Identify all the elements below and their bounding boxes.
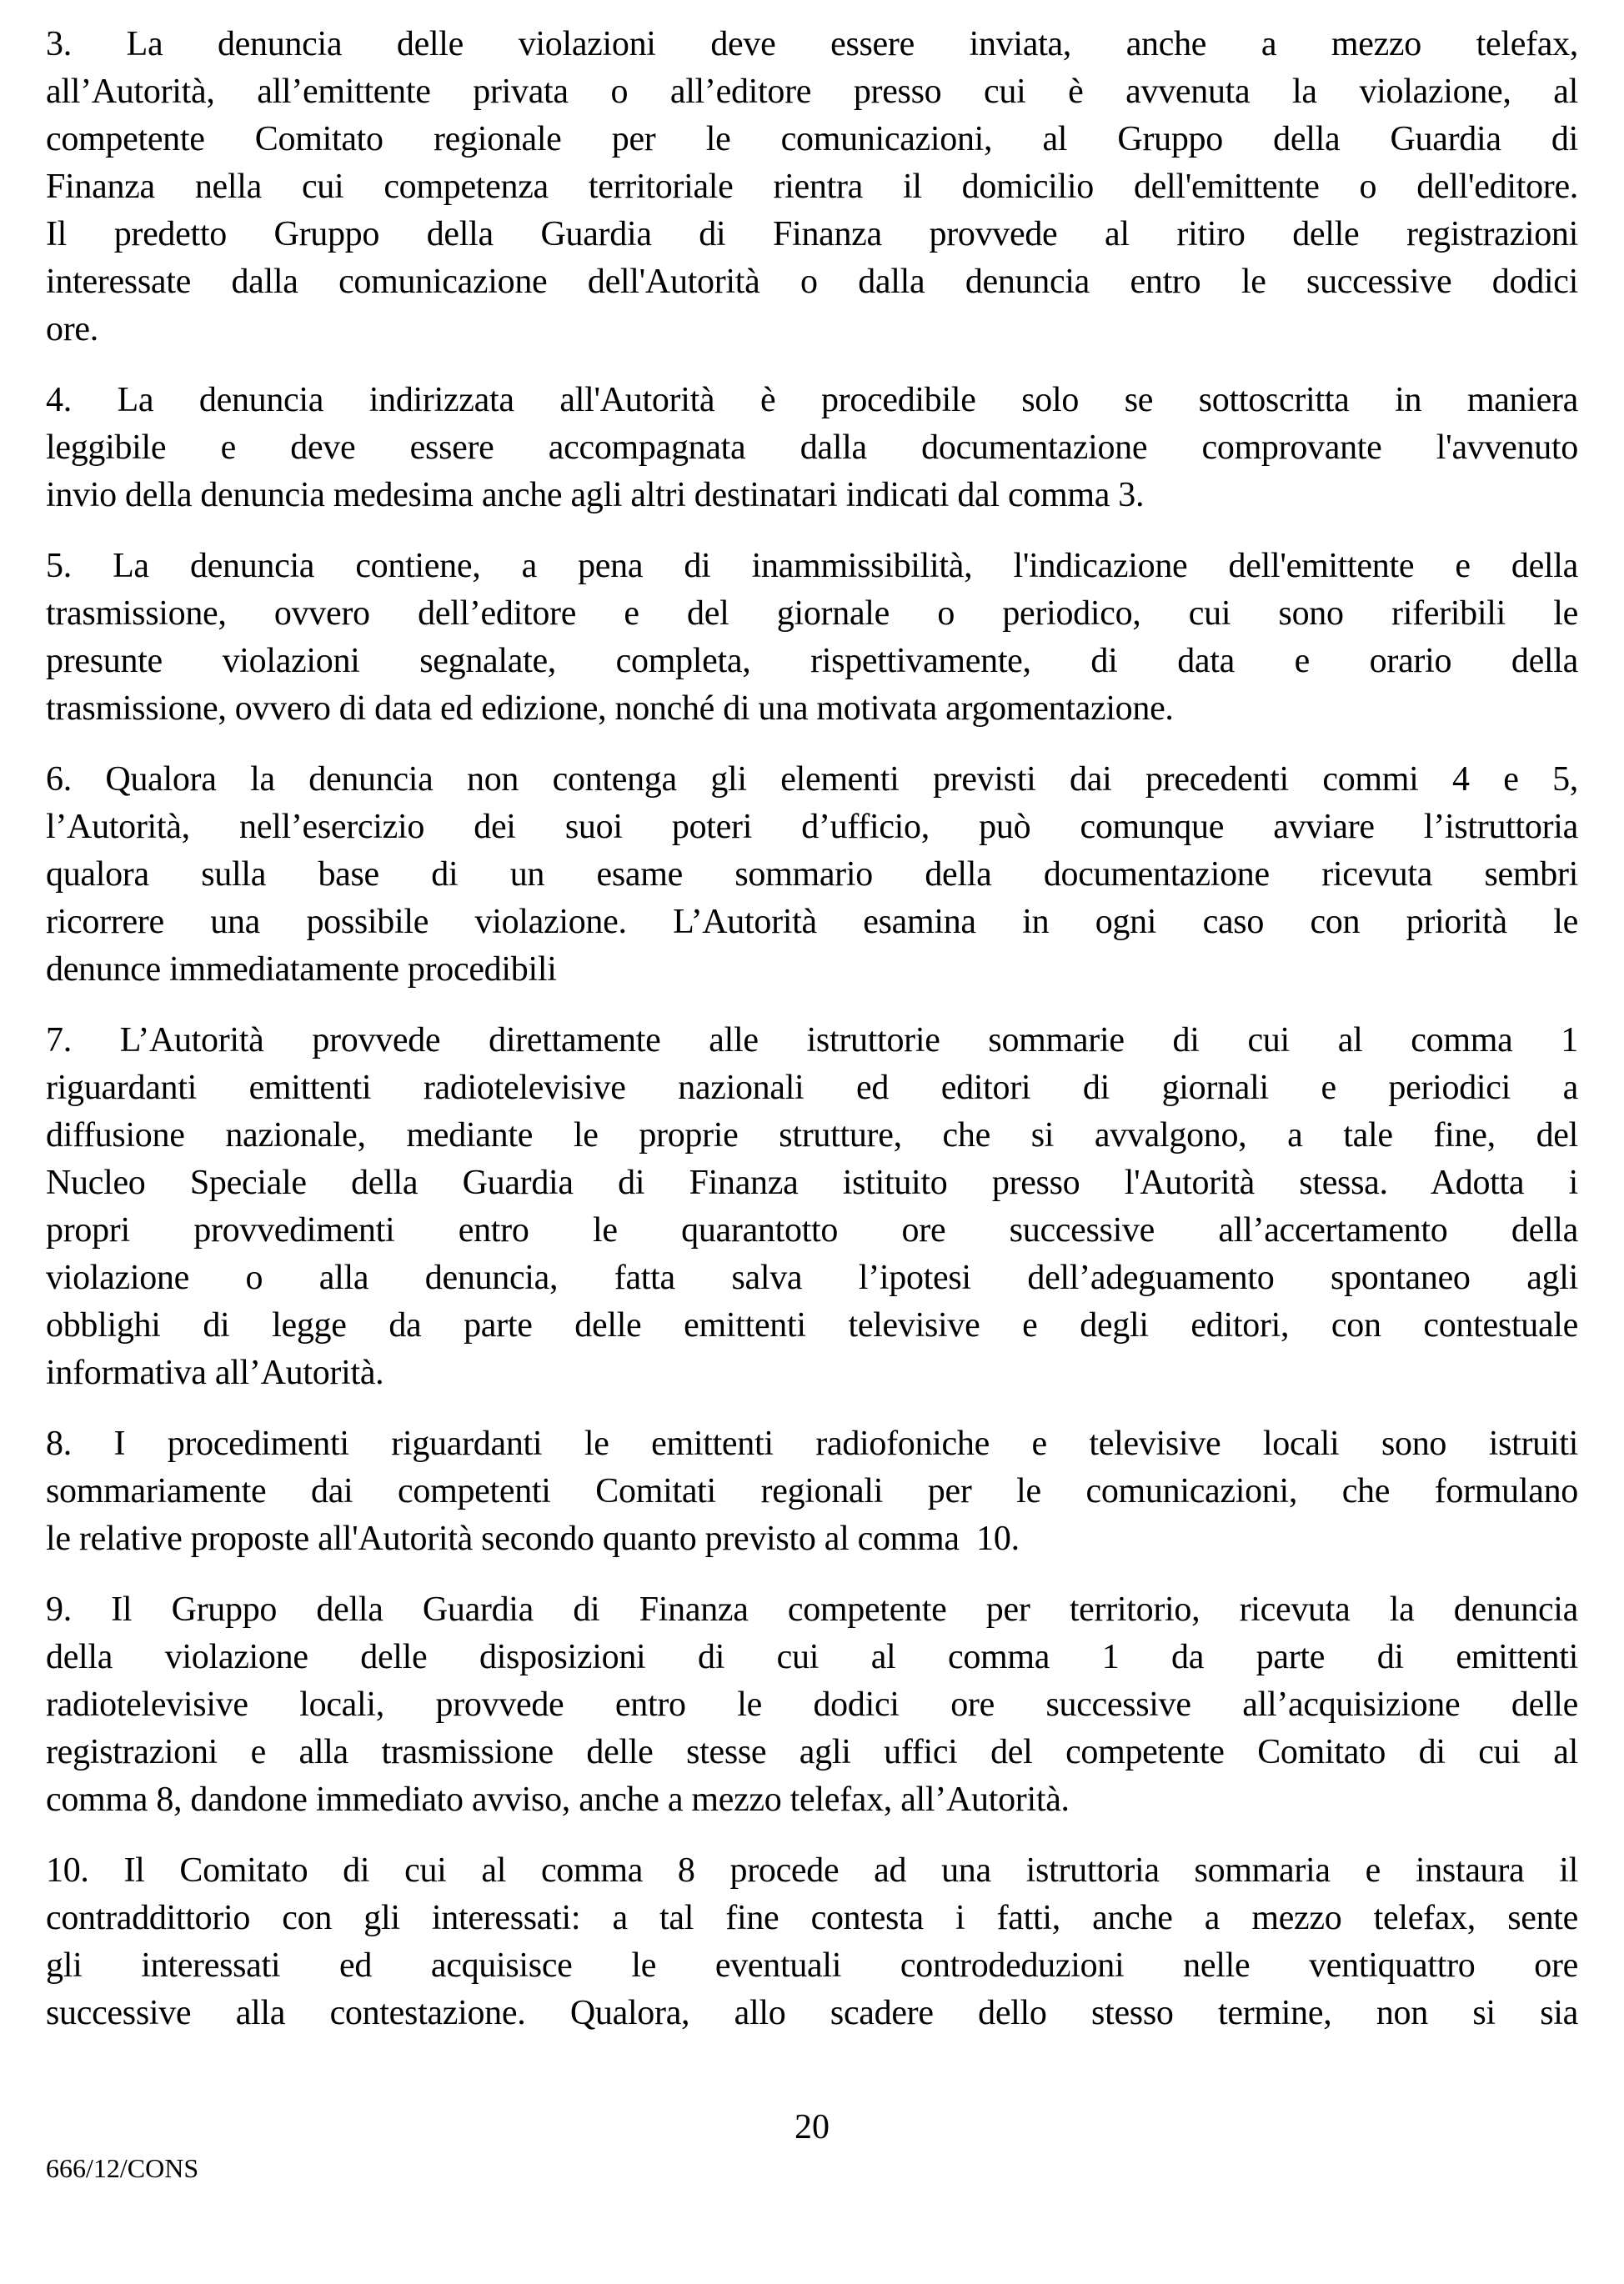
text-line: presunte violazioni segnalate, completa, rispettivamente, di data e orario della bbox=[46, 642, 1578, 680]
text-line: sommariamente dai competenti Comitati regionali per le comunicazioni, che formulano bbox=[46, 1472, 1578, 1510]
text-line: obblighi di legge da parte delle emittenti televisive e degli editori, con contestuale bbox=[46, 1306, 1578, 1345]
text-line: informativa all’Autorità. bbox=[46, 1354, 384, 1392]
paragraph-comma-3 bbox=[46, 21, 1578, 353]
text-line: trasmissione, ovvero dell’editore e del giornale o periodico, cui sono riferibili le bbox=[46, 594, 1578, 633]
text-line: gli interessati ed acquisisce le eventuali controdeduzioni nelle ventiquattro ore bbox=[46, 1946, 1578, 1985]
page-number: 20 bbox=[794, 2108, 830, 2146]
text-line: diffusione nazionale, mediante le proprie strutture, che si avvalgono, a tale fine, del bbox=[46, 1116, 1578, 1155]
text-line: successive alla contestazione. Qualora, allo scadere dello stesso termine, non si sia bbox=[46, 1994, 1578, 2032]
text-line: registrazioni e alla trasmissione delle stesse agli uffici del competente Comitato di cui al bbox=[46, 1733, 1578, 1771]
text-line: trasmissione, ovvero di data ed edizione, nonché di una motivata argomentazione. bbox=[46, 689, 1174, 728]
text-line: contraddittorio con gli interessati: a tal fine contesta i fatti, anche a mezzo telefax, sente bbox=[46, 1899, 1578, 1937]
text-line: 5. La denuncia contiene, a pena di inammissibilità, l'indicazione dell'emittente e della bbox=[46, 547, 1578, 585]
text-line: invio della denuncia medesima anche agli altri destinatari indicati dal comma 3. bbox=[46, 476, 1145, 514]
text-line: all’Autorità, all’emittente privata o all’editore presso cui è avvenuta la violazione, al bbox=[46, 73, 1578, 111]
paragraph-comma-10 bbox=[46, 1847, 1578, 2037]
text-line: 8. I procedimenti riguardanti le emittenti radiofoniche e televisive locali sono istruiti bbox=[46, 1425, 1578, 1463]
paragraph-comma-7 bbox=[46, 1017, 1578, 1397]
text-line: violazione o alla denuncia, fatta salva l’ipotesi dell’adeguamento spontaneo agli bbox=[46, 1259, 1578, 1297]
paragraph-comma-4 bbox=[46, 377, 1578, 519]
text-line: 6. Qualora la denuncia non contenga gli elementi previsti dai precedenti commi 4 e 5, bbox=[46, 760, 1578, 799]
text-line: comma 8, dandone immediato avviso, anche a mezzo telefax, all’Autorità. bbox=[46, 1781, 1070, 1819]
text-line: 7. L’Autorità provvede direttamente alle istruttorie sommarie di cui al comma 1 bbox=[46, 1021, 1578, 1059]
text-line: 9. Il Gruppo della Guardia di Finanza competente per territorio, ricevuta la denuncia bbox=[46, 1590, 1578, 1629]
text-line: della violazione delle disposizioni di cui al comma 1 da parte di emittenti bbox=[46, 1638, 1578, 1676]
text-line: 4. La denuncia indirizzata all'Autorità è procedibile solo se sottoscritta in maniera bbox=[46, 381, 1578, 419]
text-line: leggibile e deve essere accompagnata dalla documentazione comprovante l'avvenuto bbox=[46, 428, 1578, 467]
text-line: ricorrere una possibile violazione. L’Autorità esamina in ogni caso con priorità le bbox=[46, 903, 1578, 941]
text-line: competente Comitato regionale per le comunicazioni, al Gruppo della Guardia di bbox=[46, 120, 1578, 158]
text-line: ore. bbox=[46, 310, 98, 348]
text-line: 3. La denuncia delle violazioni deve essere inviata, anche a mezzo telefax, bbox=[46, 25, 1578, 63]
paragraph-comma-6 bbox=[46, 756, 1578, 994]
text-line: l’Autorità, nell’esercizio dei suoi poteri d’ufficio, può comunque avviare l’istruttoria bbox=[46, 808, 1578, 846]
text-line: interessate dalla comunicazione dell'Autorità o dalla denuncia entro le successive dodici bbox=[46, 263, 1578, 301]
paragraph-comma-9 bbox=[46, 1586, 1578, 1824]
text-line: qualora sulla base di un esame sommario della documentazione ricevuta sembri bbox=[46, 855, 1578, 894]
text-line: radiotelevisive locali, provvede entro le dodici ore successive all’acquisizione delle bbox=[46, 1685, 1578, 1724]
text-line: denunce immediatamente procedibili bbox=[46, 950, 557, 989]
text-line: Nucleo Speciale della Guardia di Finanza istituito presso l'Autorità stessa. Adotta i bbox=[46, 1164, 1578, 1202]
text-line: propri provvedimenti entro le quarantotto ore successive all’accertamento della bbox=[46, 1211, 1578, 1250]
text-line: riguardanti emittenti radiotelevisive nazionali ed editori di giornali e periodici a bbox=[46, 1069, 1578, 1107]
paragraph-comma-8 bbox=[46, 1420, 1578, 1563]
document-body bbox=[46, 21, 1578, 2037]
text-line: Il predetto Gruppo della Guardia di Finanza provvede al ritiro delle registrazioni bbox=[46, 215, 1578, 253]
paragraph-comma-5 bbox=[46, 543, 1578, 733]
text-line: Finanza nella cui competenza territoriale rientra il domicilio dell'emittente o dell'editore. bbox=[46, 168, 1578, 206]
text-line: le relative proposte all'Autorità secondo quanto previsto al comma 10. bbox=[46, 1520, 1020, 1558]
text-line: 10. Il Comitato di cui al comma 8 procede ad una istruttoria sommaria e instaura il bbox=[46, 1851, 1578, 1890]
document-reference: 666/12/CONS bbox=[46, 2153, 199, 2183]
